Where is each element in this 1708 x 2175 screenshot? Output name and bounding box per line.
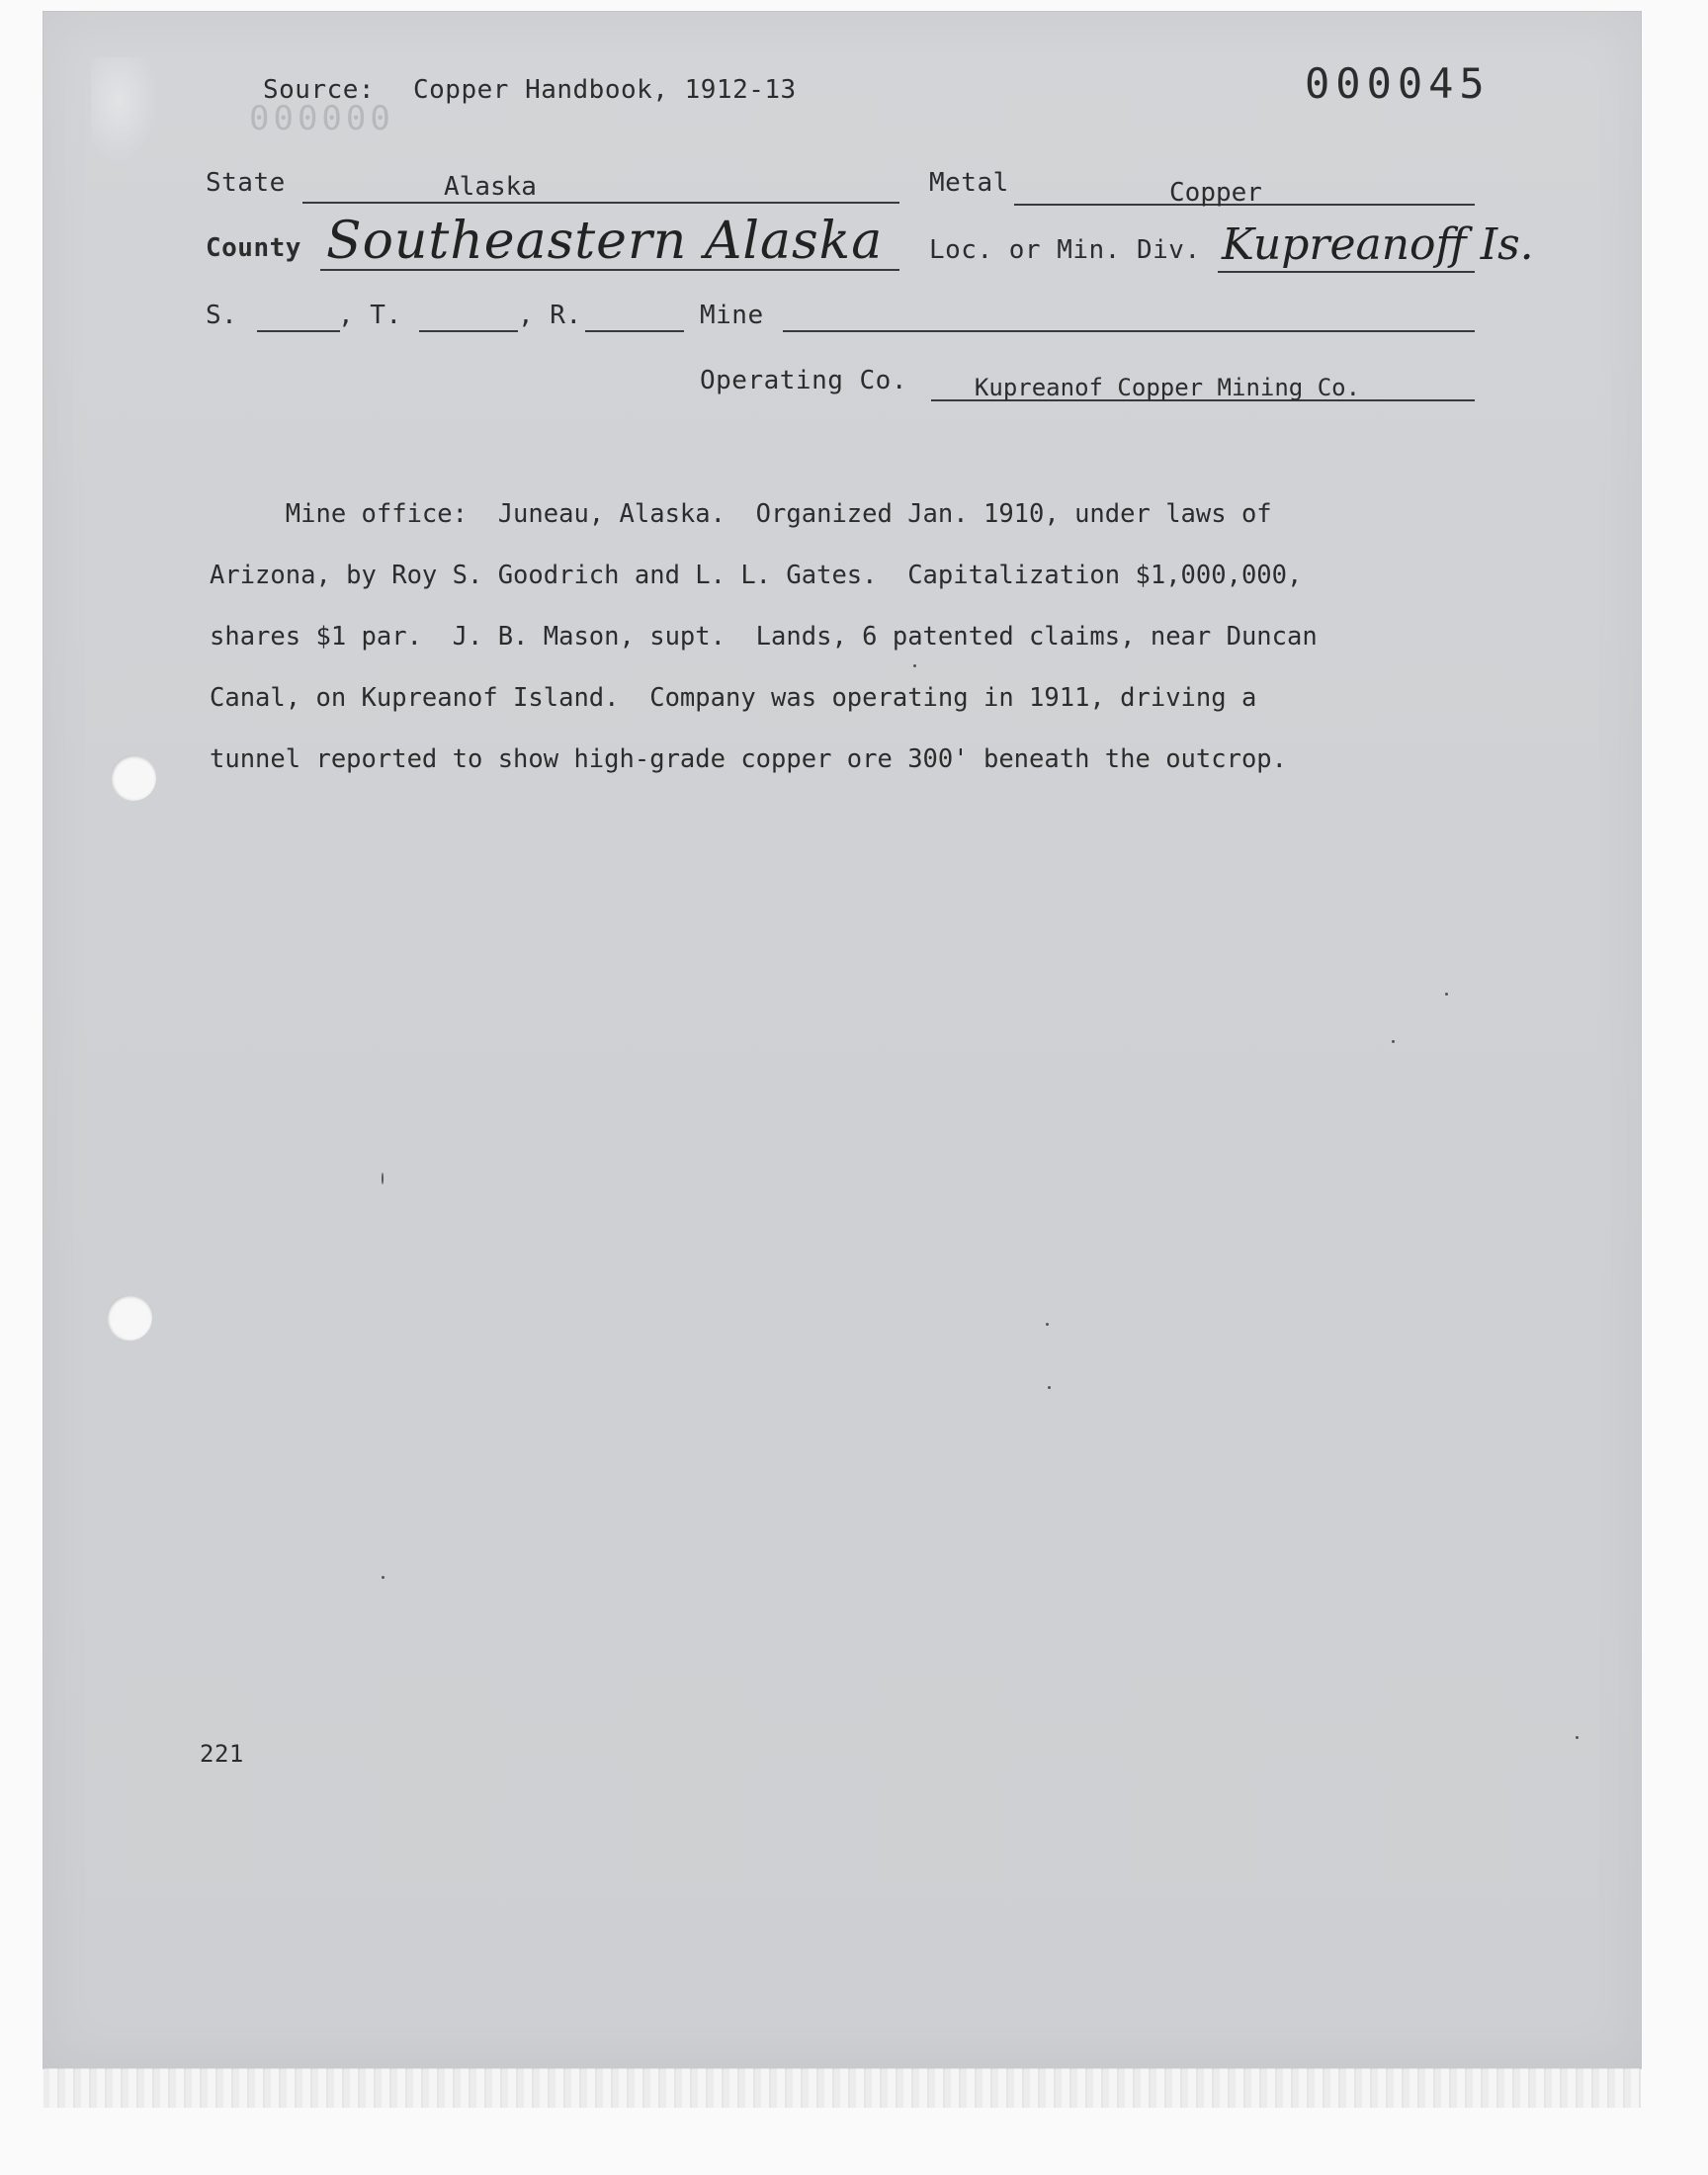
body-paragraph: [210, 469, 1514, 806]
loc-line: [1218, 271, 1475, 273]
document-sheet: [43, 12, 1641, 2068]
scanner-strip: [43, 2068, 1641, 2108]
body-line: Canal, on Kupreanof Island. Company was operating in 1911, driving a: [210, 683, 1257, 713]
loc-label: Loc. or Min. Div.: [929, 235, 1201, 265]
township-line: [419, 330, 518, 332]
section-label: S.: [206, 301, 238, 330]
state-label: State: [206, 168, 286, 198]
mine-line: [783, 330, 1475, 332]
mine-label: Mine: [700, 301, 764, 330]
speck: [913, 664, 916, 667]
operating-value: Kupreanof Copper Mining Co.: [974, 374, 1361, 401]
state-value: Alaska: [444, 172, 537, 202]
county-value-handwritten: Southeastern Alaska: [326, 212, 884, 271]
punch-hole-lower: [107, 1295, 152, 1341]
speck: [1392, 1040, 1395, 1043]
body-line: Arizona, by Roy S. Goodrich and L. L. Gates. Capitalization $1,000,000,: [210, 561, 1303, 590]
metal-value: Copper: [1169, 178, 1262, 208]
faint-stamp-number: 000000: [249, 99, 394, 138]
page-number: 221: [200, 1740, 244, 1768]
punch-hole-upper: [111, 755, 156, 801]
range-label: , R.: [518, 301, 582, 330]
source-label: Source:: [263, 75, 376, 105]
speck: [1445, 993, 1448, 996]
speck: [1576, 1736, 1579, 1739]
source-value: Copper Handbook, 1912-13: [413, 75, 797, 105]
operating-label: Operating Co.: [700, 366, 907, 395]
county-label: County: [206, 233, 301, 263]
speck: [382, 1576, 384, 1579]
state-line: [302, 202, 899, 204]
body-line: shares $1 par. J. B. Mason, supt. Lands, 6 patented claims, near Duncan: [210, 622, 1318, 652]
township-label: , T.: [338, 301, 402, 330]
body-line: Mine office: Juneau, Alaska. Organized Jan. 1910, under laws of: [210, 499, 1272, 529]
section-line: [257, 330, 340, 332]
document-number: 000045: [1305, 59, 1491, 108]
loc-value-handwritten: Kupreanoff Is.: [1222, 219, 1534, 270]
speck: [382, 1173, 384, 1184]
body-line: tunnel reported to show high-grade copper ore 300' beneath the outcrop.: [210, 744, 1288, 774]
speck: [1046, 1323, 1049, 1326]
range-line: [585, 330, 684, 332]
metal-label: Metal: [929, 168, 1009, 198]
speck: [1048, 1386, 1051, 1389]
staple-mark: [91, 57, 160, 166]
